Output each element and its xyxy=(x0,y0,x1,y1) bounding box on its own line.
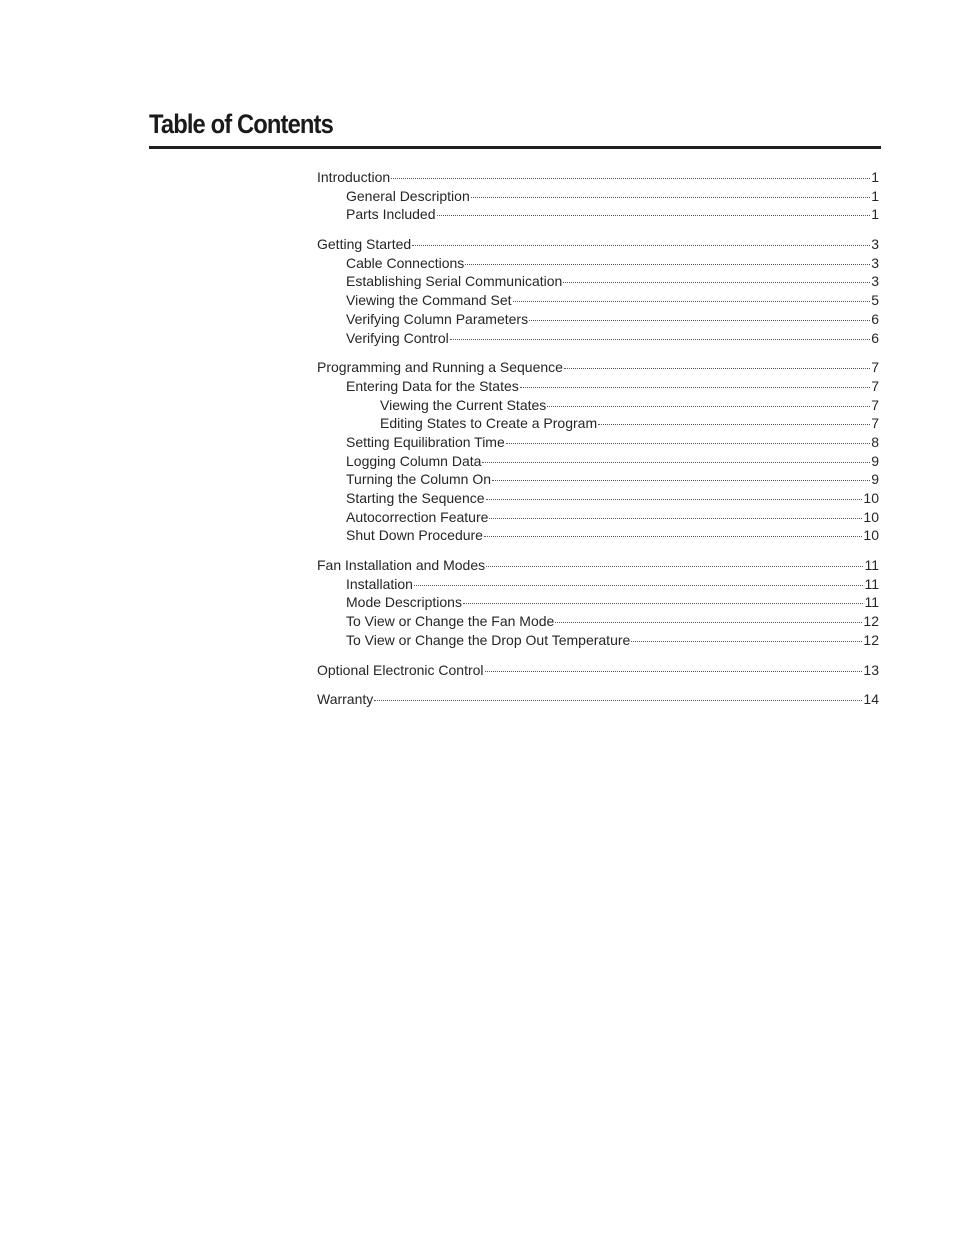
dot-leader xyxy=(563,282,870,283)
toc-entry-label: Editing States to Create a Program xyxy=(380,415,598,432)
page-title: Table of Contents xyxy=(149,109,333,139)
toc-entry[interactable] xyxy=(317,414,879,433)
toc-entry-page-number: 3 xyxy=(871,254,879,271)
toc-entry[interactable] xyxy=(317,612,879,631)
dot-leader xyxy=(414,585,864,586)
toc-entry[interactable] xyxy=(317,235,879,254)
dot-leader xyxy=(486,566,863,567)
toc-entry-page-number: 3 xyxy=(871,236,879,253)
toc-entry-page-number: 14 xyxy=(863,691,879,708)
toc-entry-label: General Description xyxy=(346,187,470,204)
toc-entry-page-number: 6 xyxy=(871,310,879,327)
toc-entry-label: Warranty xyxy=(317,691,374,708)
toc-entry[interactable] xyxy=(317,593,879,612)
table-of-contents xyxy=(317,168,879,720)
toc-section xyxy=(317,690,879,709)
toc-entry[interactable] xyxy=(317,310,879,329)
toc-entry[interactable] xyxy=(317,254,879,273)
toc-entry[interactable] xyxy=(317,452,879,471)
toc-entry-label: Establishing Serial Communication xyxy=(346,273,563,290)
toc-entry[interactable] xyxy=(317,358,879,377)
toc-entry-page-number: 13 xyxy=(863,661,879,678)
toc-entry-page-number: 12 xyxy=(863,613,879,630)
dot-leader xyxy=(486,499,863,500)
toc-entry[interactable] xyxy=(317,205,879,224)
dot-leader xyxy=(631,641,862,642)
toc-entry[interactable] xyxy=(317,508,879,527)
dot-leader xyxy=(598,424,870,425)
toc-entry[interactable] xyxy=(317,272,879,291)
toc-entry[interactable] xyxy=(317,168,879,187)
toc-entry-page-number: 11 xyxy=(864,594,879,611)
dot-leader xyxy=(555,622,862,623)
toc-entry-label: Installation xyxy=(346,575,413,592)
dot-leader xyxy=(471,197,870,198)
toc-entry[interactable] xyxy=(317,291,879,310)
toc-entry[interactable] xyxy=(317,433,879,452)
toc-entry-label: Setting Equilibration Time xyxy=(346,433,505,450)
dot-leader xyxy=(482,462,870,463)
toc-entry-page-number: 11 xyxy=(864,575,879,592)
toc-entry-page-number: 7 xyxy=(871,377,879,394)
toc-entry-label: Viewing the Command Set xyxy=(346,292,512,309)
toc-entry[interactable] xyxy=(317,329,879,348)
toc-entry-label: Shut Down Procedure xyxy=(346,527,483,544)
toc-entry-label: Fan Installation and Modes xyxy=(317,557,486,574)
dot-leader xyxy=(465,264,870,265)
toc-section xyxy=(317,556,879,649)
toc-entry[interactable] xyxy=(317,470,879,489)
toc-entry[interactable] xyxy=(317,526,879,545)
toc-entry[interactable] xyxy=(317,661,879,680)
toc-section xyxy=(317,358,879,545)
toc-entry-page-number: 1 xyxy=(871,169,879,185)
toc-entry-label: Optional Electronic Control xyxy=(317,661,484,678)
toc-entry[interactable] xyxy=(317,377,879,396)
toc-entry-label: Verifying Column Parameters xyxy=(346,310,529,327)
toc-entry-page-number: 1 xyxy=(871,187,879,204)
dot-leader xyxy=(520,387,870,388)
dot-leader xyxy=(391,178,870,179)
toc-entry[interactable] xyxy=(317,631,879,650)
toc-entry-page-number: 10 xyxy=(863,527,879,544)
toc-entry-page-number: 9 xyxy=(871,452,879,469)
toc-entry[interactable] xyxy=(317,489,879,508)
toc-entry-page-number: 1 xyxy=(871,206,879,223)
dot-leader xyxy=(513,301,871,302)
dot-leader xyxy=(412,245,870,246)
toc-entry-label: Verifying Control xyxy=(346,329,449,346)
dot-leader xyxy=(506,443,870,444)
dot-leader xyxy=(489,518,862,519)
toc-entry-label: Programming and Running a Sequence xyxy=(317,359,563,376)
toc-section xyxy=(317,661,879,680)
toc-entry[interactable] xyxy=(317,556,879,575)
toc-entry-label: To View or Change the Fan Mode xyxy=(346,613,555,630)
toc-entry[interactable] xyxy=(317,396,879,415)
toc-entry-page-number: 10 xyxy=(863,490,879,506)
dot-leader xyxy=(485,671,863,672)
toc-entry-page-number: 7 xyxy=(871,415,879,432)
toc-entry-label: To View or Change the Drop Out Temperature xyxy=(346,631,631,648)
toc-entry-page-number: 9 xyxy=(871,471,879,488)
dot-leader xyxy=(450,339,870,340)
toc-entry-page-number: 8 xyxy=(871,433,879,450)
toc-entry[interactable] xyxy=(317,187,879,206)
toc-entry-label: Mode Descriptions xyxy=(346,594,462,611)
toc-entry[interactable] xyxy=(317,690,879,709)
dot-leader xyxy=(374,700,862,701)
dot-leader xyxy=(492,480,870,481)
dot-leader xyxy=(547,406,870,407)
toc-entry-label: Getting Started xyxy=(317,236,412,253)
toc-entry-page-number: 10 xyxy=(863,508,879,525)
dot-leader xyxy=(564,368,870,369)
toc-entry-page-number: 12 xyxy=(863,631,879,648)
toc-entry-label: Starting the Sequence xyxy=(346,490,485,506)
dot-leader xyxy=(529,320,870,321)
toc-entry-label: Parts Included xyxy=(346,206,436,223)
toc-entry-page-number: 7 xyxy=(871,359,879,376)
toc-entry-page-number: 11 xyxy=(864,557,879,574)
toc-entry-page-number: 3 xyxy=(871,273,879,290)
toc-entry-label: Viewing the Current States xyxy=(380,396,547,413)
toc-entry-label: Logging Column Data xyxy=(346,452,482,469)
toc-entry-label: Cable Connections xyxy=(346,254,465,271)
toc-entry-page-number: 5 xyxy=(871,292,879,309)
toc-entry[interactable] xyxy=(317,575,879,594)
toc-entry-label: Introduction xyxy=(317,169,391,185)
toc-section xyxy=(317,168,879,224)
toc-entry-label: Turning the Column On xyxy=(346,471,491,488)
toc-section xyxy=(317,235,879,347)
toc-entry-page-number: 7 xyxy=(871,396,879,413)
toc-entry-label: Entering Data for the States xyxy=(346,377,519,394)
dot-leader xyxy=(463,603,864,604)
toc-entry-label: Autocorrection Feature xyxy=(346,508,489,525)
title-rule xyxy=(149,146,881,149)
dot-leader xyxy=(484,536,862,537)
dot-leader xyxy=(437,215,871,216)
toc-entry-page-number: 6 xyxy=(871,329,879,346)
